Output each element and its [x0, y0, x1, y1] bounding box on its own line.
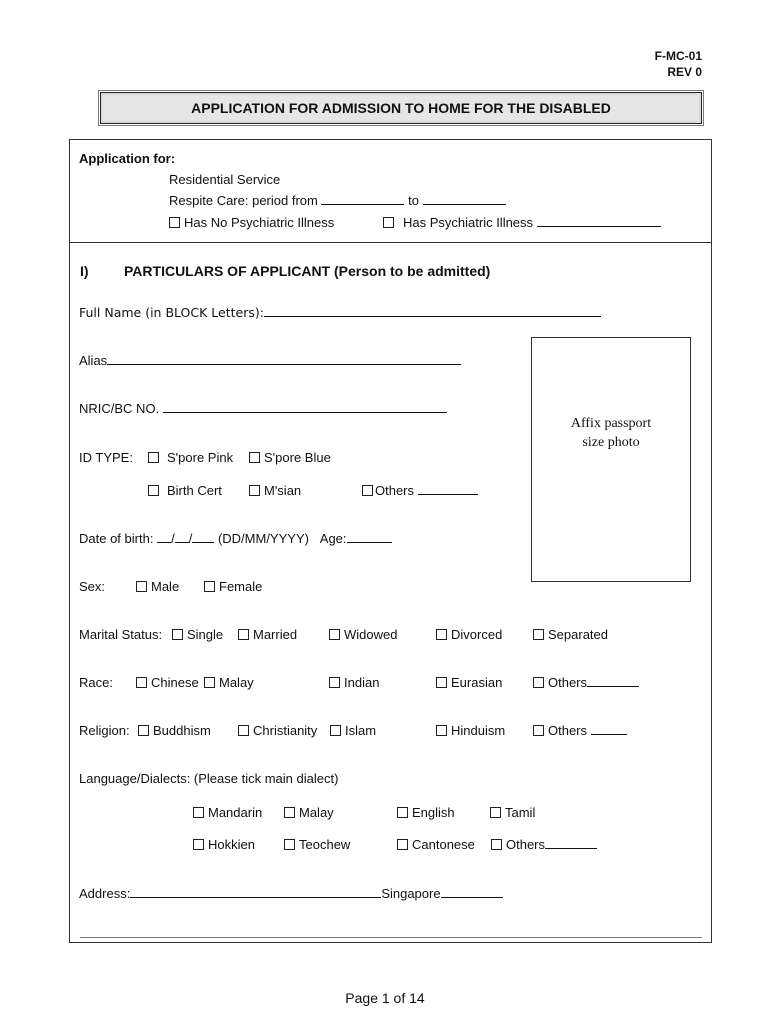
has-psych-label: Has Psychiatric Illness — [403, 215, 534, 230]
sex-option[interactable] — [136, 579, 179, 594]
address-row — [79, 886, 503, 901]
respite-to-label: to — [408, 193, 419, 208]
page-title-text: APPLICATION FOR ADMISSION TO HOME FOR THE DISABLED — [191, 100, 611, 116]
race-label-indian: Indian — [344, 675, 380, 690]
language-option[interactable] — [193, 837, 255, 852]
marital-option[interactable] — [533, 627, 608, 642]
alias-row — [79, 353, 461, 368]
marital-option[interactable] — [329, 627, 397, 642]
bottom-rule — [80, 937, 702, 938]
photo-box-line1: Affix passport — [570, 416, 652, 431]
id-type-others-field[interactable] — [418, 483, 478, 495]
language-checkbox[interactable] — [284, 807, 295, 818]
religion-option[interactable] — [436, 723, 505, 738]
religion-checkbox[interactable] — [330, 725, 341, 736]
photo-box-line2: size photo — [582, 435, 640, 450]
id-type-checkbox[interactable] — [148, 485, 159, 496]
age-field[interactable] — [347, 531, 392, 543]
has-psych-checkbox[interactable] — [383, 217, 394, 228]
address-field[interactable] — [130, 886, 381, 898]
respite-from-field[interactable] — [321, 193, 404, 205]
respite-care-label: Respite Care: period from — [169, 193, 318, 208]
passport-photo-box — [531, 337, 691, 582]
marital-option[interactable] — [172, 627, 223, 642]
no-psych-label: Has No Psychiatric Illness — [184, 215, 335, 230]
id-type-label-birth-cert: Birth Cert — [167, 483, 222, 498]
alias-field[interactable] — [107, 353, 461, 365]
language-checkbox[interactable] — [397, 839, 408, 850]
marital-label-divorced: Divorced — [451, 627, 503, 642]
page-number: Page 1 of 14 — [345, 990, 425, 1006]
race-option[interactable] — [204, 675, 254, 690]
marital-label-single: Single — [187, 627, 224, 642]
marital-label-married: Married — [253, 627, 298, 642]
form-code: F-MC-01 — [654, 49, 702, 63]
id-type-checkbox[interactable] — [249, 485, 260, 496]
language-checkbox[interactable] — [397, 807, 408, 818]
nric-field[interactable] — [163, 401, 447, 413]
id-type-option[interactable] — [249, 450, 331, 465]
language-option[interactable] — [397, 837, 475, 852]
language-option[interactable] — [284, 837, 350, 852]
has-psych-option[interactable] — [383, 215, 661, 230]
religion-checkbox[interactable] — [138, 725, 149, 736]
language-label-teochew: Teochew — [299, 837, 351, 852]
language-label-cantonese: Cantonese — [412, 837, 475, 852]
religion-label-islam: Islam — [345, 723, 377, 738]
language-label-tamil: Tamil — [505, 805, 536, 820]
no-psych-checkbox[interactable] — [169, 217, 180, 228]
marital-checkbox[interactable] — [172, 629, 183, 640]
sex-option[interactable] — [204, 579, 262, 594]
language-checkbox[interactable] — [284, 839, 295, 850]
dob-day-field[interactable] — [157, 531, 171, 543]
language-label-others: Others — [506, 837, 546, 852]
religion-checkbox[interactable] — [238, 725, 249, 736]
race-option[interactable] — [136, 675, 199, 690]
marital-label-widowed: Widowed — [344, 627, 398, 642]
dob-row: Date of birth: / / (DD/MM/YYYY) Age: — [79, 531, 392, 546]
sex-label-female: Female — [219, 579, 263, 594]
form-code-block — [655, 48, 702, 80]
language-checkbox[interactable] — [490, 807, 501, 818]
id-type-checkbox[interactable] — [362, 485, 373, 496]
marital-option[interactable] — [238, 627, 297, 642]
section-divider — [69, 242, 712, 243]
id-type-option[interactable] — [148, 450, 233, 465]
race-checkbox[interactable] — [136, 677, 147, 688]
section-title: PARTICULARS OF APPLICANT (Person to be admitted) — [124, 263, 491, 279]
religion-checkbox[interactable] — [436, 725, 447, 736]
form-revision: REV 0 — [667, 65, 702, 79]
religion-label-buddhism: Buddhism — [153, 723, 211, 738]
residential-service-label: Residential Service — [169, 172, 281, 187]
sex-checkbox[interactable] — [136, 581, 147, 592]
has-psych-details-field[interactable] — [537, 215, 661, 227]
page-title — [100, 92, 702, 124]
religion-option[interactable] — [533, 723, 627, 738]
marital-option[interactable] — [436, 627, 502, 642]
postal-code-field[interactable] — [441, 886, 503, 898]
marital-checkbox[interactable] — [238, 629, 249, 640]
religion-label-others: Others — [548, 723, 588, 738]
race-option[interactable] — [533, 675, 639, 690]
race-label: Race: — [79, 675, 113, 690]
race-checkbox[interactable] — [436, 677, 447, 688]
marital-label-separated: Separated — [548, 627, 608, 642]
language-label: Language/Dialects: (Please tick main dialect) — [79, 771, 339, 786]
marital-label: Marital Status: — [79, 627, 163, 642]
race-label-malay: Malay — [219, 675, 254, 690]
age-label: Age: — [319, 531, 347, 546]
marital-checkbox[interactable] — [329, 629, 340, 640]
application-for-label: Application for: — [79, 151, 176, 166]
language-label-mandarin: Mandarin — [208, 805, 263, 820]
language-option[interactable] — [490, 805, 535, 820]
religion-option[interactable] — [238, 723, 317, 738]
language-option[interactable] — [284, 805, 334, 820]
language-label-english: English — [412, 805, 455, 820]
language-checkbox[interactable] — [193, 807, 204, 818]
race-label-others: Others — [548, 675, 588, 690]
full-name-field[interactable] — [264, 305, 601, 317]
id-type-label-others: Others — [375, 483, 415, 498]
religion-option[interactable] — [138, 723, 211, 738]
sex-checkbox[interactable] — [204, 581, 215, 592]
no-psych-option[interactable] — [169, 215, 334, 230]
full-name-row — [79, 305, 601, 320]
religion-label: Religion: — [79, 723, 130, 738]
race-checkbox[interactable] — [533, 677, 544, 688]
language-label-hokkien: Hokkien — [208, 837, 255, 852]
language-label-malay: Malay — [299, 805, 334, 820]
dob-month-field[interactable] — [175, 531, 189, 543]
race-checkbox[interactable] — [329, 677, 340, 688]
sex-label: Sex: — [79, 579, 106, 594]
language-option[interactable] — [397, 805, 455, 820]
singapore-label: Singapore — [381, 886, 441, 901]
full-name-label: Full Name (in BLOCK Letters): — [79, 305, 264, 320]
respite-care-row — [169, 193, 506, 208]
race-option[interactable] — [329, 675, 379, 690]
alias-label: Alias — [79, 353, 108, 368]
id-type-option[interactable] — [148, 483, 222, 498]
dob-label: Date of birth: — [79, 531, 154, 546]
id-type-label: ID TYPE: — [79, 450, 133, 465]
address-label: Address: — [79, 886, 131, 901]
section-number: I) — [80, 263, 89, 279]
language-others-field[interactable] — [545, 837, 597, 849]
respite-to-field[interactable] — [423, 193, 506, 205]
language-option[interactable] — [491, 837, 597, 852]
id-type-option[interactable] — [249, 483, 301, 498]
religion-label-christianity: Christianity — [253, 723, 318, 738]
race-others-field[interactable] — [587, 675, 639, 687]
id-type-label-spore-blue: S'pore Blue — [264, 450, 331, 465]
id-type-checkbox[interactable] — [249, 452, 260, 463]
religion-others-field[interactable] — [591, 723, 627, 735]
nric-row — [79, 401, 447, 416]
language-checkbox[interactable] — [193, 839, 204, 850]
race-option[interactable] — [436, 675, 502, 690]
religion-option[interactable] — [330, 723, 376, 738]
nric-label: NRIC/BC NO. — [79, 401, 160, 416]
id-type-label-msian: M'sian — [264, 483, 302, 498]
language-option[interactable] — [193, 805, 262, 820]
id-type-checkbox[interactable] — [148, 452, 159, 463]
dob-format-hint: (DD/MM/YYYY) — [217, 531, 309, 546]
id-type-option[interactable] — [362, 483, 478, 498]
id-type-label-spore-pink: S'pore Pink — [167, 450, 234, 465]
marital-checkbox[interactable] — [533, 629, 544, 640]
language-checkbox[interactable] — [491, 839, 502, 850]
religion-checkbox[interactable] — [533, 725, 544, 736]
marital-checkbox[interactable] — [436, 629, 447, 640]
race-label-eurasian: Eurasian — [451, 675, 503, 690]
race-label-chinese: Chinese — [151, 675, 199, 690]
race-checkbox[interactable] — [204, 677, 215, 688]
dob-year-field[interactable] — [192, 531, 214, 543]
sex-label-male: Male — [151, 579, 180, 594]
religion-label-hinduism: Hinduism — [451, 723, 506, 738]
